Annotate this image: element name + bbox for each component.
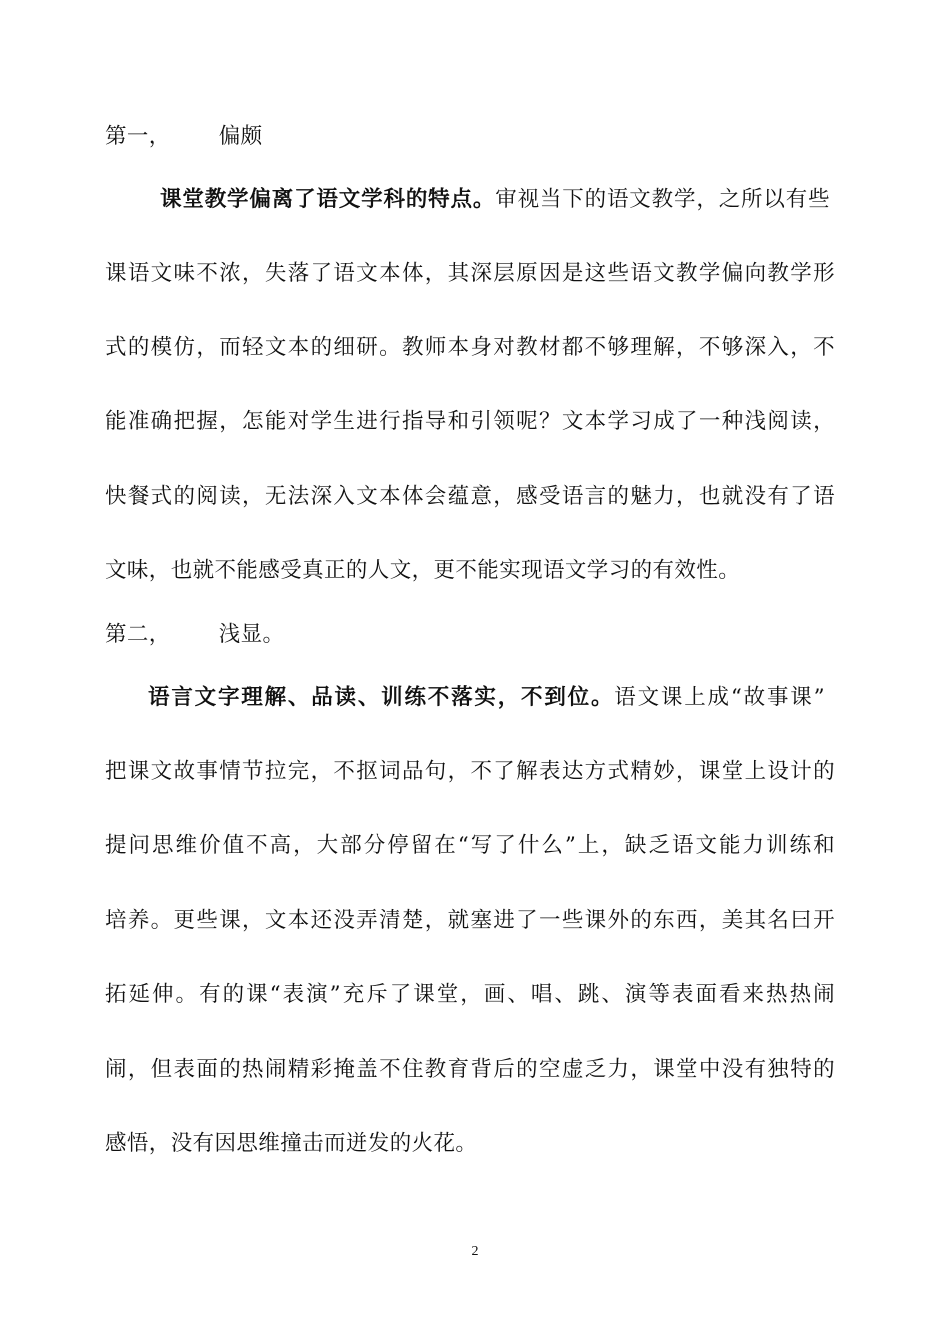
para2-line-6: 闹，但表面的热闹精彩掩盖不住教育背后的空虚乏力，课堂中没有独特的 [105, 1057, 835, 1082]
para2-line-7: 感悟，没有因思维撞击而迸发的火花。 [105, 1131, 478, 1156]
para1-line-6: 文味，也就不能感受真正的人文，更不能实现语文学习的有效性。 [105, 558, 741, 583]
para2-line-5: 拓延伸。有的课“表演”充斥了课堂，画、唱、跳、演等表面看来热热闹 [105, 982, 835, 1007]
heading-second-title: 浅显。 [218, 622, 285, 647]
heading-second [105, 620, 835, 650]
para1-line-1-rest: 审视当下的语文教学，之所以有些 [495, 187, 830, 212]
para2-line-2: 把课文故事情节拉完，不抠词品句，不了解表达方式精妙，课堂上设计的 [105, 759, 835, 784]
heading-first-number: 第一， [105, 124, 171, 149]
para1-line-5: 快餐式的阅读，无法深入文本体会蕴意，感受语言的魅力，也就没有了语 [105, 484, 835, 509]
heading-second-number: 第二， [105, 622, 171, 647]
page-number: 2 [471, 1244, 479, 1259]
para1-line-2: 课语文味不浓，失落了语文本体，其深层原因是这些语文教学偏向教学形 [105, 261, 835, 286]
para2-lead-sentence: 语言文字理解、品读、训练不落实，不到位。 [148, 685, 615, 710]
heading-first [105, 122, 835, 152]
para1-line-1 [160, 185, 830, 215]
para1-line-3: 式的模仿，而轻文本的细研。教师本身对教材都不够理解，不够深入，不 [105, 335, 835, 360]
para2-line-1-rest: 语文课上成“故事课” [614, 685, 825, 710]
para2-line-3: 提问思维价值不高，大部分停留在“写了什么”上，缺乏语文能力训练和 [105, 833, 835, 858]
para2-line-4: 培养。更些课，文本还没弄清楚，就塞进了一些课外的东西，美其名曰开 [105, 908, 835, 933]
para1-line-4: 能准确把握，怎能对学生进行指导和引领呢？文本学习成了一种浅阅读， [105, 409, 835, 434]
heading-first-title: 偏颇 [218, 124, 263, 149]
para1-lead-sentence: 课堂教学偏离了语文学科的特点。 [160, 187, 496, 212]
para2-line-1 [148, 683, 825, 713]
